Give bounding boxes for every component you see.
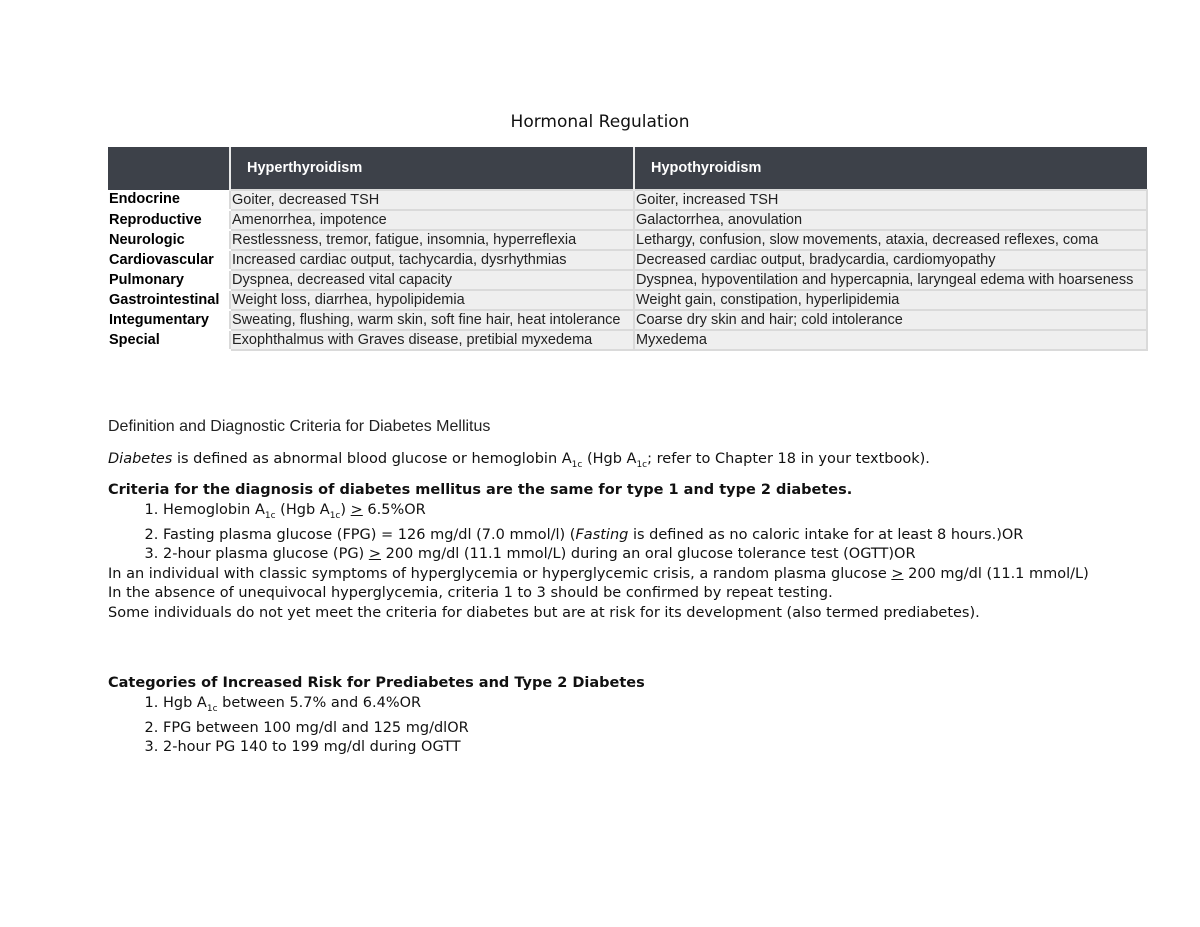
table-row bbox=[108, 230, 1147, 250]
cell-hyper: Dyspnea, decreased vital capacity bbox=[230, 270, 634, 290]
table-header-hyperthyroidism: Hyperthyroidism bbox=[230, 147, 634, 190]
page-title: Hormonal Regulation bbox=[510, 112, 690, 132]
risk-heading: Categories of Increased Risk for Prediabetes and Type 2 Diabetes bbox=[108, 675, 645, 691]
risk-item: 2. FPG between 100 mg/dl and 125 mg/dlOR bbox=[163, 719, 1108, 739]
classic-text: 200 mg/dl (11.1 mmol/L) bbox=[903, 565, 1089, 582]
criteria-heading: Criteria for the diagnosis of diabetes mellitus are the same for type 1 and type 2 diabetes. bbox=[108, 482, 853, 498]
cell-hypo: Coarse dry skin and hair; cold intolerance bbox=[634, 310, 1147, 330]
absence-note: In the absence of unequivocal hyperglycemia, criteria 1 to 3 should be confirmed by repeat testing. bbox=[108, 585, 833, 602]
cell-hyper: Sweating, flushing, warm skin, soft fine hair, heat intolerance bbox=[230, 310, 634, 330]
risk-item bbox=[163, 694, 1108, 719]
risk-block bbox=[108, 674, 1108, 758]
cell-hypo: Galactorrhea, anovulation bbox=[634, 210, 1147, 230]
definition-text: is defined as abnormal blood glucose or hemoglobin A bbox=[172, 451, 572, 467]
criteria-list bbox=[108, 501, 1108, 565]
greater-equal-symbol: > bbox=[368, 546, 381, 563]
cell-hyper: Amenorrhea, impotence bbox=[230, 210, 634, 230]
cell-hyper: Restlessness, tremor, fatigue, insomnia, hyperreflexia bbox=[230, 230, 634, 250]
cell-hyper: Weight loss, diarrhea, hypolipidemia bbox=[230, 290, 634, 310]
criteria-text: 2-hour plasma glucose (PG) bbox=[163, 546, 369, 563]
table-row bbox=[108, 250, 1147, 270]
table-row bbox=[108, 270, 1147, 290]
criteria-text: is defined as no caloric intake for at least 8 hours.)OR bbox=[628, 526, 1024, 543]
row-system: Cardiovascular bbox=[108, 250, 230, 270]
greater-equal-symbol: > bbox=[350, 501, 363, 518]
risk-text: Hgb A bbox=[163, 694, 207, 711]
row-system: Special bbox=[108, 330, 230, 350]
definition-text: ; refer to Chapter 18 in your textbook). bbox=[647, 451, 930, 467]
risk-item: 3. 2-hour PG 140 to 199 mg/dl during OGTT bbox=[163, 738, 1108, 758]
definition-text: (Hgb A bbox=[582, 451, 637, 467]
risk-subscript: 1c bbox=[206, 703, 218, 714]
classic-text: In an individual with classic symptoms of hyperglycemia or hyperglycemic crisis, a random plasma glucose bbox=[108, 565, 892, 582]
table-row bbox=[108, 310, 1147, 330]
cell-hypo: Decreased cardiac output, bradycardia, cardiomyopathy bbox=[634, 250, 1147, 270]
row-system: Reproductive bbox=[108, 210, 230, 230]
definition-subscript: 1c bbox=[636, 459, 648, 470]
criteria-text: Hemoglobin A bbox=[163, 501, 265, 518]
row-system: Neurologic bbox=[108, 230, 230, 250]
table-row bbox=[108, 290, 1147, 310]
cell-hypo: Dyspnea, hypoventilation and hypercapnia, laryngeal edema with hoarseness bbox=[634, 270, 1147, 290]
risk-list bbox=[108, 694, 1108, 758]
cell-hyper: Goiter, decreased TSH bbox=[230, 190, 634, 210]
criteria-item bbox=[163, 526, 1108, 546]
criteria-item bbox=[163, 501, 1108, 526]
criteria-text: Fasting plasma glucose (FPG) = 126 mg/dl (7.0 mmol/l) ( bbox=[163, 526, 576, 543]
criteria-subscript: 1c bbox=[264, 510, 276, 521]
table-row bbox=[108, 210, 1147, 230]
criteria-item bbox=[163, 545, 1108, 565]
cell-hypo: Goiter, increased TSH bbox=[634, 190, 1147, 210]
risk-text: between 5.7% and 6.4%OR bbox=[217, 694, 422, 711]
criteria-text: 6.5%OR bbox=[362, 501, 426, 518]
cell-hypo: Lethargy, confusion, slow movements, ataxia, decreased reflexes, coma bbox=[634, 230, 1147, 250]
table-row bbox=[108, 330, 1147, 350]
row-system: Gastrointestinal bbox=[108, 290, 230, 310]
criteria-text: 200 mg/dl (11.1 mmol/L) during an oral glucose tolerance test (OGTT)OR bbox=[380, 546, 916, 563]
diabetes-definition bbox=[108, 450, 1108, 475]
criteria-block bbox=[108, 481, 1108, 623]
definition-subscript: 1c bbox=[571, 459, 583, 470]
cell-hypo: Myxedema bbox=[634, 330, 1147, 350]
cell-hypo: Weight gain, constipation, hyperlipidemia bbox=[634, 290, 1147, 310]
row-system: Pulmonary bbox=[108, 270, 230, 290]
row-system: Endocrine bbox=[108, 190, 230, 210]
criteria-subscript: 1c bbox=[329, 510, 341, 521]
criteria-text: (Hgb A bbox=[275, 501, 330, 518]
definition-italic-term: Diabetes bbox=[108, 451, 173, 467]
thyroid-comparison-table bbox=[108, 147, 1148, 351]
table-header-row bbox=[108, 147, 1147, 190]
criteria-italic-term: Fasting bbox=[575, 526, 629, 543]
criteria-text: ) bbox=[340, 501, 351, 518]
table-row bbox=[108, 190, 1147, 210]
table-header-blank bbox=[108, 147, 230, 190]
greater-equal-symbol: > bbox=[891, 565, 904, 582]
table-header-hypothyroidism: Hypothyroidism bbox=[634, 147, 1147, 190]
cell-hyper: Increased cardiac output, tachycardia, dysrhythmias bbox=[230, 250, 634, 270]
cell-hyper: Exophthalmus with Graves disease, pretibial myxedema bbox=[230, 330, 634, 350]
row-system: Integumentary bbox=[108, 310, 230, 330]
classic-symptoms-criterion bbox=[108, 565, 1108, 585]
diabetes-section-title: Definition and Diagnostic Criteria for Diabetes Mellitus bbox=[108, 418, 491, 435]
prediabetes-note: Some individuals do not yet meet the criteria for diabetes but are at risk for its development (also termed prediabetes). bbox=[108, 604, 980, 621]
